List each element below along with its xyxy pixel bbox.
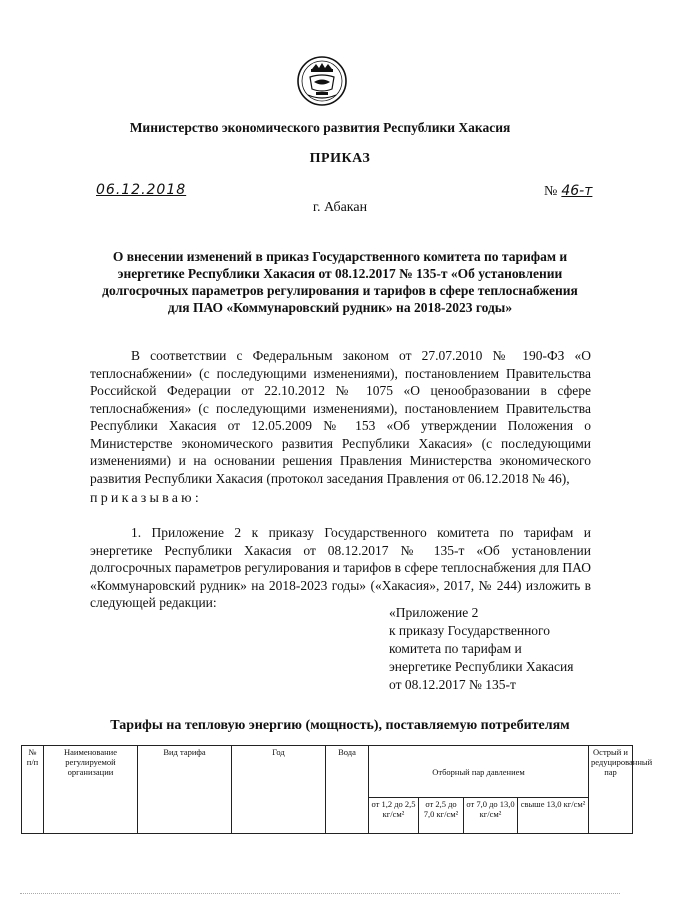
header-pressure-4: свыше 13,0 кг/см² [518, 798, 589, 834]
item-1-paragraph: 1. Приложение 2 к приказу Государственного комитета по тарифам и энергетике Республики Хакасия от 08.12.2017 № 135-т «Об установлении долгосрочных параметров регулирования и тарифов в сфере теплоснабжения для ПАО «Коммунаровский рудник» на 2018-2023 годы» («Хакасия», 2017, № 244) изложить в следующей редакции: [90, 525, 592, 610]
order-number [544, 183, 592, 200]
ministry-name: Министерство экономического развития Республики Хакасия [129, 120, 511, 135]
header-sharp-steam: Острый и редуцированный пар [589, 746, 633, 834]
order-date: 06.12.2018 [96, 182, 187, 198]
header-water: Вода [326, 746, 369, 834]
number-sign: № [544, 184, 558, 199]
document-type-title: ПРИКАЗ [309, 151, 371, 166]
appendix-line: от 08.12.2017 № 135-т [389, 677, 516, 692]
appendix-line: комитета по тарифам и [389, 641, 522, 656]
order-number-value: 46-т [561, 183, 593, 199]
header-pressure-1: от 1,2 до 2,5 кг/см² [369, 798, 419, 834]
preamble-paragraph: В соответствии с Федеральным законом от 27.07.2010 № 190-ФЗ «О теплоснабжении» (с последующими изменениями), постановлением Правительства Российской Федерации от 22.10.2012 № 1075 «О ценообразовании в сфере теплоснабжения» (с последующими изменениями), постановлением Правительства Республики Хакасия от 12.05.2009 № 153 «Об утверждении Положения о Министерстве экономического развития Республики Хакасия» (с последующими изменениями) и на основании решения Правления Министерства экономического развития Республики Хакасия (протокол заседания Правления от 06.12.2018 № 46), [90, 348, 591, 486]
scan-edge [20, 893, 620, 895]
appendix-line: энергетике Республики Хакасия [389, 659, 574, 674]
appendix-line: «Приложение 2 [389, 605, 479, 620]
appendix-line: к приказу Государственного [389, 623, 551, 638]
header-pressure-3: от 7,0 до 13,0 кг/см² [464, 798, 518, 834]
header-organization: Наименование регулируемой организации [44, 746, 138, 834]
appendix-reference [389, 604, 599, 694]
city: г. Абакан [312, 200, 368, 215]
tariff-table-title: Тарифы на тепловую энергию (мощность), поставляемую потребителям [110, 718, 570, 733]
order-word: приказываю: [90, 491, 202, 506]
header-num: № п/п [22, 746, 44, 834]
header-year: Год [232, 746, 326, 834]
header-tariff-type: Вид тарифа [138, 746, 232, 834]
order-subject: О внесении изменений в приказ Государственного комитета по тарифам и энергетике Республики Хакасия от 08.12.2017 № 135-т «Об установлении долгосрочных параметров регулирования и тарифов в сфере теплоснабжения для ПАО «Коммунаровский рудник» на 2018-2023 годы» [102, 249, 578, 315]
header-pressure-2: от 2,5 до 7,0 кг/см² [419, 798, 464, 834]
tariff-table [21, 745, 653, 834]
coat-of-arms-emblem [296, 55, 348, 107]
header-selected-steam: Отборный пар давлением [369, 746, 589, 798]
